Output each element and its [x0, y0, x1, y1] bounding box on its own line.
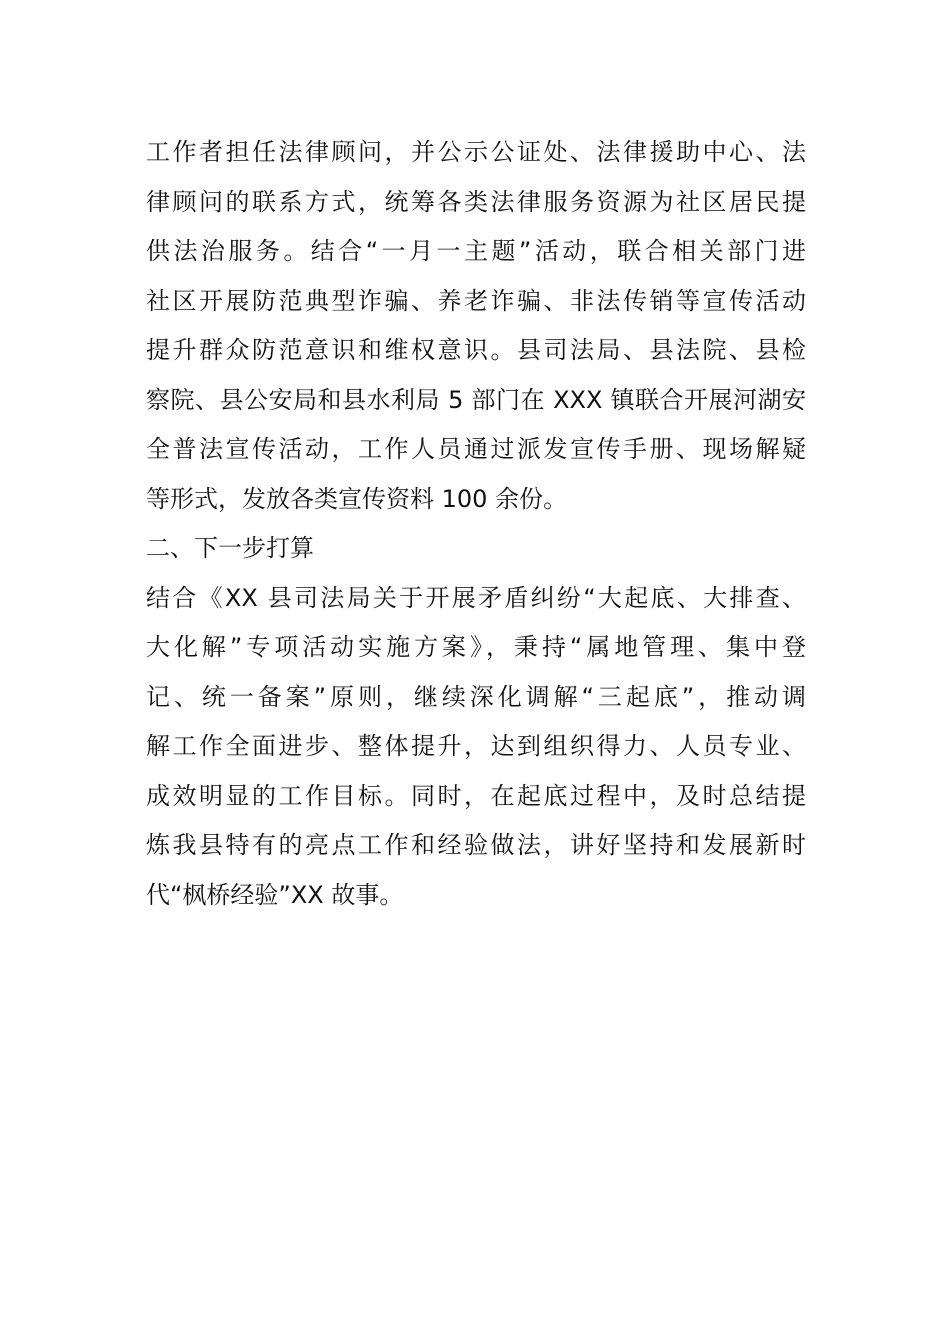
paragraph-1-line-4: 社区开展防范典型诈骗、养老诈骗、非法传销等宣传活动: [146, 286, 806, 315]
paragraph-2-line-5: 成效明显的工作目标。同时，在起底过程中，及时总结提: [146, 781, 806, 810]
paragraph-1-line-7: 全普法宣传活动，工作人员通过派发宣传手册、现场解疑: [146, 435, 806, 463]
paragraph-1-line-5: 提升群众防范意识和维权意识。县司法局、县法院、县检: [146, 336, 806, 364]
paragraph-1-line-2: 律顾问的联系方式，统筹各类法律服务资源为社区居民提: [146, 187, 806, 216]
paragraph-2-line-3: 记、统一备案”原则，继续深化调解“三起底”，推动调: [146, 682, 806, 711]
paragraph-2-line-7: 代“枫桥经验”XX 故事。: [146, 880, 404, 909]
paragraph-1-line-8: 等形式，发放各类宣传资料 100 余份。: [146, 484, 568, 513]
paragraph-1-line-3: 供法治服务。结合“一月一主题”活动，联合相关部门进: [146, 237, 806, 265]
paragraph-1-line-6: 察院、县公安局和县水利局 5 部门在 XXX 镇联合开展河湖安: [146, 385, 806, 414]
section-heading: 二、下一步打算: [146, 534, 314, 562]
document-body: [146, 128, 806, 920]
paragraph-2-line-1: 结合《XX 县司法局关于开展矛盾纠纷“大起底、大排查、: [146, 583, 806, 612]
paragraph-2-line-4: 解工作全面进步、整体提升，达到组织得力、人员专业、: [146, 732, 806, 760]
paragraph-1-line-1: 工作者担任法律顾问，并公示公证处、法律援助中心、法: [146, 138, 806, 166]
paragraph-2-line-6: 炼我县特有的亮点工作和经验做法，讲好坚持和发展新时: [146, 831, 806, 859]
paragraph-2-line-2: 大化解”专项活动实施方案》，秉持“属地管理、集中登: [146, 633, 806, 661]
